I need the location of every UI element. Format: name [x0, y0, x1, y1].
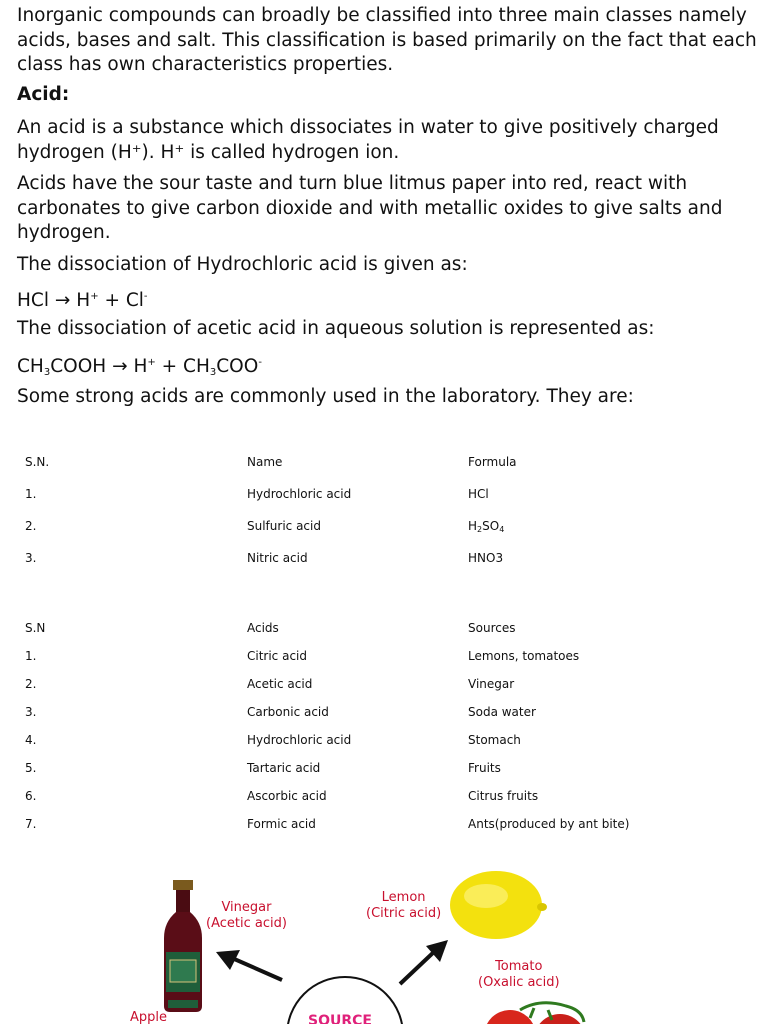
table-row [0, 758, 768, 778]
source-label: SOURCE [308, 1013, 372, 1024]
cell-source: Stomach [468, 733, 521, 747]
table-row [0, 484, 768, 504]
table-row [0, 730, 768, 750]
cell-acid: Carbonic acid [247, 705, 329, 719]
minus-charge: - [143, 291, 148, 302]
tomato-image [484, 1003, 586, 1024]
vinegar-acid: (Acetic acid) [206, 916, 287, 931]
cell-acid: Citric acid [247, 649, 307, 663]
cell-sn: 3. [25, 705, 37, 719]
header-name: Name [247, 455, 283, 469]
figure-artwork [0, 860, 768, 1024]
table-row [0, 548, 768, 568]
hcl-intro: The dissociation of Hydrochloric acid is given as: [17, 254, 468, 275]
acetic-equation [17, 351, 262, 385]
table-row [0, 702, 768, 722]
header-sn: S.N. [25, 455, 50, 469]
cell-acid: Formic acid [247, 817, 316, 831]
plus-charge: + [147, 357, 156, 368]
hydrogen-ion: H [76, 290, 91, 311]
cell-acid: Hydrochloric acid [247, 733, 352, 747]
table-row [0, 814, 768, 834]
table-header-row [0, 618, 768, 638]
subscript-2: 2 [477, 525, 483, 534]
cell-sn: 6. [25, 789, 37, 803]
table-row [0, 646, 768, 666]
cooh-group: COOH [50, 356, 107, 377]
acid-sources-figure [0, 860, 768, 1024]
table-row [0, 674, 768, 694]
header-acids: Acids [247, 621, 279, 635]
acid-properties: Acids have the sour taste and turn blue litmus paper into red, react with carbonates to give carbon dioxide and with metallic oxides to give salts and hydrogen. [17, 173, 723, 243]
ch-group: CH [17, 356, 44, 377]
cell-source: Soda water [468, 705, 536, 719]
cell-formula: HCl [468, 487, 489, 501]
cell-source: Fruits [468, 761, 501, 775]
cell-sn: 3. [25, 551, 37, 565]
cell-formula: HNO3 [468, 551, 504, 565]
lemon-name: Lemon [381, 890, 426, 905]
strong-acids-intro: Some strong acids are commonly used in the laboratory. They are: [17, 386, 634, 407]
cell-formula [468, 516, 504, 540]
vinegar-bottle-image [164, 880, 202, 1012]
cell-source: Lemons, tomatoes [468, 649, 580, 663]
cell-name: Nitric acid [247, 551, 308, 565]
cell-sn: 1. [25, 487, 37, 501]
vinegar-label [206, 900, 287, 932]
header-sn: S.N [25, 621, 46, 635]
vinegar-name: Vinegar [221, 900, 272, 915]
cell-acid: Ascorbic acid [247, 789, 327, 803]
cell-sn: 7. [25, 817, 37, 831]
hcl-equation [17, 285, 148, 313]
cell-source: Ants(produced by ant bite) [468, 817, 630, 831]
table-header-row [0, 452, 768, 472]
cell-sn: 5. [25, 761, 37, 775]
cell-acid: Acetic acid [247, 677, 313, 691]
plus-charge: + [90, 291, 99, 302]
reaction-arrow: → [112, 356, 128, 377]
intro-paragraph: Inorganic compounds can broadly be classified into three main classes namely acids, bases and salt. This classification is based primarily on the fact that each class has own characteristics properties. [17, 5, 757, 75]
reaction-arrow: → [54, 290, 71, 311]
lemon-acid: (Citric acid) [366, 906, 442, 921]
apple-label: Apple [130, 1010, 168, 1024]
header-formula: Formula [468, 455, 517, 469]
arrow-icon [216, 940, 448, 984]
lemon-label [366, 890, 441, 922]
formula-so: SO [482, 519, 500, 533]
acetic-intro: The dissociation of acetic acid in aqueous solution is represented as: [17, 318, 655, 339]
plus-operator: + [98, 290, 126, 311]
tomato-label [478, 959, 560, 991]
subscript-3: 3 [209, 367, 217, 378]
cell-name: Sulfuric acid [247, 519, 321, 533]
hydrogen-ion: H [133, 356, 148, 377]
acetate-group: COO [216, 356, 259, 377]
minus-charge: - [258, 357, 262, 368]
table-row [0, 786, 768, 806]
tomato-acid: (Oxalic acid) [478, 975, 560, 990]
cell-source: Vinegar [468, 677, 515, 691]
ch-group: CH [183, 356, 210, 377]
cell-sn: 2. [25, 519, 37, 533]
cell-name: Hydrochloric acid [247, 487, 352, 501]
subscript-3: 3 [43, 367, 51, 378]
acid-heading: Acid: [17, 84, 70, 105]
cell-source: Citrus fruits [468, 789, 539, 803]
header-sources: Sources [468, 621, 516, 635]
cell-sn: 2. [25, 677, 37, 691]
chloride-ion: Cl [125, 290, 144, 311]
acid-definition: An acid is a substance which dissociates in water to give positively charged hydrogen (H⁺). H⁺ is called hydrogen ion. [17, 117, 719, 163]
tomato-name: Tomato [495, 959, 543, 974]
table-row [0, 516, 768, 536]
plus-operator: + [155, 356, 184, 377]
cell-sn: 1. [25, 649, 37, 663]
hcl-lhs: HCl [17, 290, 49, 311]
formula-h: H [468, 519, 478, 533]
lemon-image [450, 871, 547, 939]
subscript-4: 4 [499, 525, 505, 534]
cell-acid: Tartaric acid [247, 761, 321, 775]
cell-sn: 4. [25, 733, 37, 747]
